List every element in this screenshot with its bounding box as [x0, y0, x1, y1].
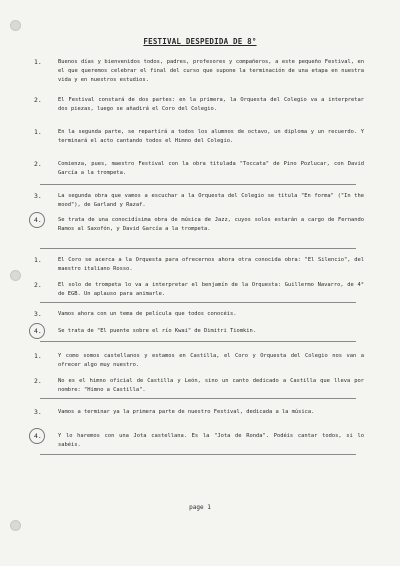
item-text: Y como somos castellanos y estamos en Castilla, el Coro y Orquesta del Colegio nos van a ofrecer algo muy nuestro.: [58, 353, 364, 368]
divider-line: [40, 341, 356, 342]
punch-hole: [10, 520, 21, 531]
document-title: FESTIVAL DESPEDIDA DE 8°: [143, 37, 257, 46]
item-text: Vamos ahora con un tema de película que todos conocéis.: [58, 311, 237, 317]
item-text: Buenos días y bienvenidos todos, padres, profesores y compañeros, a este pequeño Festival, en el que queremos celebrar el final del curso que supone la terminación de una etapa en nuestra vida y en nuestros estudios.: [58, 59, 364, 83]
divider-line: [40, 302, 356, 303]
item-text: Y lo haremos con una Jota castellana. Es la "Jota de Ronda". Podéis cantar todos, si lo sabéis.: [58, 433, 364, 448]
punch-hole: [10, 20, 21, 31]
item-number: 3.: [34, 408, 42, 416]
divider-line: [40, 398, 356, 399]
item-number: 3.: [34, 310, 42, 318]
item-number: 4.: [34, 216, 52, 224]
item-number: 1.: [34, 58, 42, 66]
item-number: 2.: [34, 96, 42, 104]
item-text: El Coro se acerca a la Orquesta para ofrecernos ahora otra conocida obra: "El Silencio", del maestro italiano Rosso.: [58, 257, 364, 272]
item-number: 2.: [34, 377, 42, 385]
divider-line: [40, 184, 356, 185]
paragraph-item: [34, 327, 364, 336]
paragraph-item: [34, 192, 364, 210]
paragraph-item: [34, 408, 364, 417]
item-number: 2.: [34, 160, 42, 168]
item-text: La segunda obra que vamos a escuchar a la Orquesta del Colegio se titula "En forma" ("In the mood"), de Garland y Razaf.: [58, 193, 364, 208]
item-text: Se trata de "El puente sobre el río Kwai" de Dimitri Tiomkin.: [58, 328, 256, 334]
item-number: 2.: [34, 281, 42, 289]
item-text: En la segunda parte, se repartirá a todos los alumnos de octavo, un diploma y un recuerdo. Y terminará el acto cantando todos el Himno del Colegio.: [58, 129, 364, 144]
item-number: 1.: [34, 352, 42, 360]
page-number: page 1: [189, 504, 211, 511]
paragraph-item: [34, 96, 364, 114]
paragraph-item: [34, 281, 364, 299]
item-text: Vamos a terminar ya la primera parte de nuestro Festival, dedicada a la música.: [58, 409, 315, 415]
paragraph-item: [34, 352, 364, 370]
paragraph-item: [34, 256, 364, 274]
paragraph-item: [34, 128, 364, 146]
item-text: No es el himno oficial de Castilla y León, sino un canto dedicado a Castilla que lleva por nombre: "Himno a Castilla".: [58, 378, 364, 393]
divider-line: [40, 248, 356, 249]
item-number: 3.: [34, 192, 42, 200]
paragraph-item: [34, 377, 364, 395]
paragraph-item: [34, 216, 364, 234]
paragraph-item: [34, 310, 364, 319]
item-number: 1.: [34, 128, 42, 136]
item-text: El solo de trompeta lo va a interpretar el benjamín de la Orquesta: Guillermo Navarro, de 4° de EGB. Un aplauso para animarle.: [58, 282, 364, 297]
punch-hole: [10, 270, 21, 281]
item-text: Comienza, pues, maestro Festival con la obra titulada "Toccata" de Pino Pozlucar, con David García a la trompeta.: [58, 161, 364, 176]
item-text: Se trata de una conocidísima obra de música de Jazz, cuyos solos estarán a cargo de Fernando Ramos al Saxofón, y David García a la trompeta.: [58, 217, 364, 232]
paragraph-item: [34, 58, 364, 85]
item-number: 4.: [34, 327, 52, 335]
item-number: 1.: [34, 256, 42, 264]
paragraph-item: [34, 432, 364, 450]
item-number: 4.: [34, 432, 52, 440]
divider-line: [40, 454, 356, 455]
paragraph-item: [34, 160, 364, 178]
item-text: El Festival constará de dos partes: en la primera, la Orquesta del Colegio va a interpretar dos piezas, luego se añadirá el Coro del Colegio.: [58, 97, 364, 112]
